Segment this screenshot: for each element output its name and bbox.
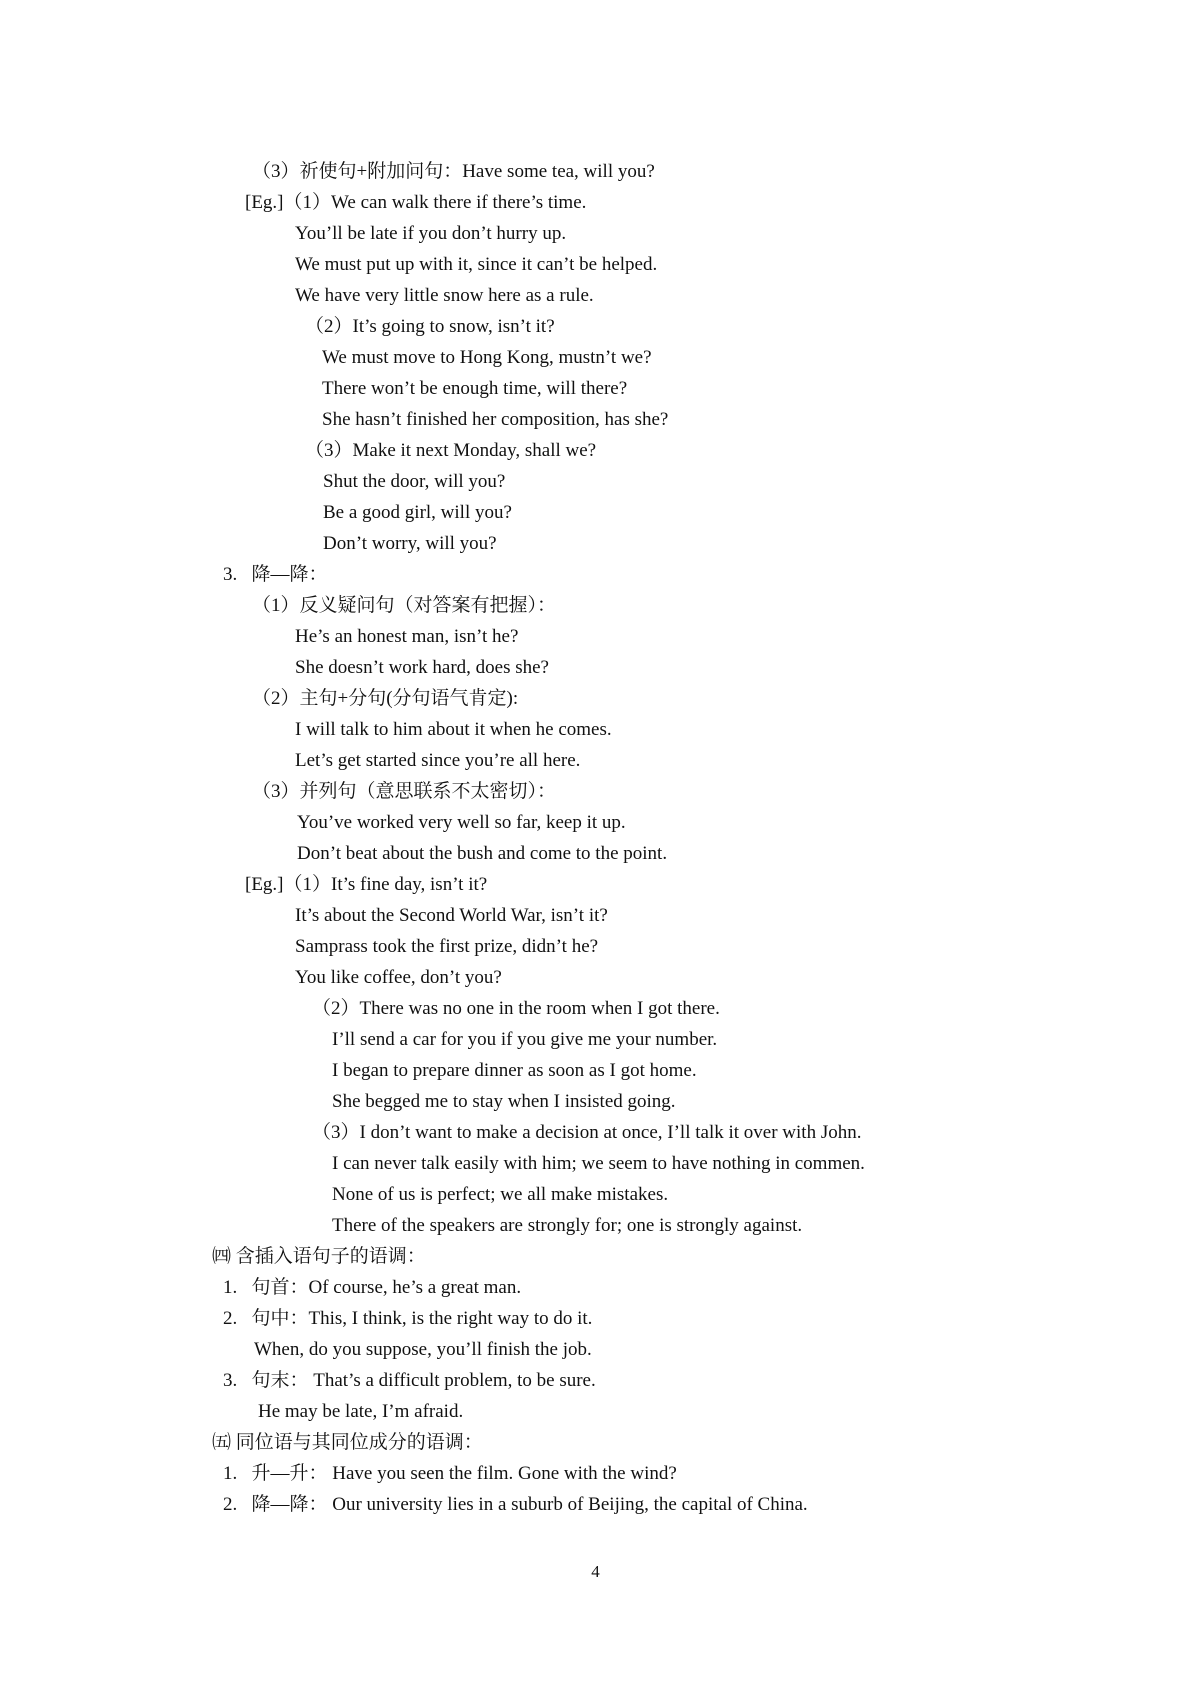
text-line: You like coffee, don’t you? bbox=[295, 967, 502, 988]
text-line: （2）It’s going to snow, isn’t it? bbox=[305, 316, 555, 337]
text-line: We must put up with it, since it can’t be helped. bbox=[295, 254, 658, 275]
text-line: You’ve worked very well so far, keep it up. bbox=[297, 812, 626, 833]
text-line: He’s an honest man, isn’t he? bbox=[295, 626, 519, 647]
text-line: （2）There was no one in the room when I got there. bbox=[312, 998, 720, 1019]
text-line: None of us is perfect; we all make mistakes. bbox=[332, 1184, 669, 1205]
text-line: Samprass took the first prize, didn’t he? bbox=[295, 936, 599, 957]
text-line: （1）反义疑问句（对答案有把握）： bbox=[252, 595, 557, 616]
text-line: Let’s get started since you’re all here. bbox=[295, 750, 581, 771]
text-line: Don’t worry, will you? bbox=[323, 533, 497, 554]
text-line: When, do you suppose, you’ll finish the job. bbox=[254, 1339, 592, 1360]
text-line: 1. 升—升： Have you seen the film. Gone with the wind? bbox=[223, 1463, 677, 1484]
text-line: Don’t beat about the bush and come to the point. bbox=[297, 843, 668, 864]
text-line: （3）Make it next Monday, shall we? bbox=[305, 440, 597, 461]
text-line: ㈤ 同位语与其同位成分的语调： bbox=[212, 1432, 483, 1453]
text-line: （2）主句+分句(分句语气肯定): bbox=[252, 688, 519, 709]
text-line: I can never talk easily with him; we seem to have nothing in commen. bbox=[332, 1153, 865, 1174]
text-line: （3）并列句（意思联系不太密切）： bbox=[252, 781, 557, 802]
text-line: She hasn’t finished her composition, has she? bbox=[322, 409, 669, 430]
page-number: 4 bbox=[591, 1562, 600, 1581]
text-line: I’ll send a car for you if you give me your number. bbox=[332, 1029, 718, 1050]
text-line: Shut the door, will you? bbox=[323, 471, 506, 492]
text-line: Be a good girl, will you? bbox=[323, 502, 512, 523]
text-line: 3. 句末： That’s a difficult problem, to be sure. bbox=[223, 1370, 596, 1391]
text-line: There of the speakers are strongly for; one is strongly against. bbox=[332, 1215, 803, 1236]
text-line: 1. 句首：Of course, he’s a great man. bbox=[223, 1277, 522, 1298]
text-line: [Eg.]（1）We can walk there if there’s time. bbox=[245, 192, 587, 213]
text-line: She doesn’t work hard, does she? bbox=[295, 657, 549, 678]
text-line: 2. 降—降： Our university lies in a suburb of Beijing, the capital of China. bbox=[223, 1494, 808, 1515]
text-line: There won’t be enough time, will there? bbox=[322, 378, 628, 399]
text-line: I will talk to him about it when he comes. bbox=[295, 719, 612, 740]
text-line: （3）I don’t want to make a decision at once, I’ll talk it over with John. bbox=[312, 1122, 862, 1143]
text-line: （3）祈使句+附加问句：Have some tea, will you? bbox=[252, 161, 655, 182]
text-line: I began to prepare dinner as soon as I got home. bbox=[332, 1060, 697, 1081]
text-line: 3. 降—降： bbox=[223, 564, 328, 585]
text-line: It’s about the Second World War, isn’t it? bbox=[295, 905, 608, 926]
text-line: [Eg.]（1）It’s fine day, isn’t it? bbox=[245, 874, 488, 895]
text-line: You’ll be late if you don’t hurry up. bbox=[295, 223, 567, 244]
text-line: We must move to Hong Kong, mustn’t we? bbox=[322, 347, 652, 368]
text-line: ㈣ 含插入语句子的语调： bbox=[212, 1246, 426, 1267]
text-line: She begged me to stay when I insisted going. bbox=[332, 1091, 676, 1112]
text-line: 2. 句中：This, I think, is the right way to do it. bbox=[223, 1308, 593, 1329]
text-line: He may be late, I’m afraid. bbox=[258, 1401, 464, 1422]
text-line: We have very little snow here as a rule. bbox=[295, 285, 594, 306]
